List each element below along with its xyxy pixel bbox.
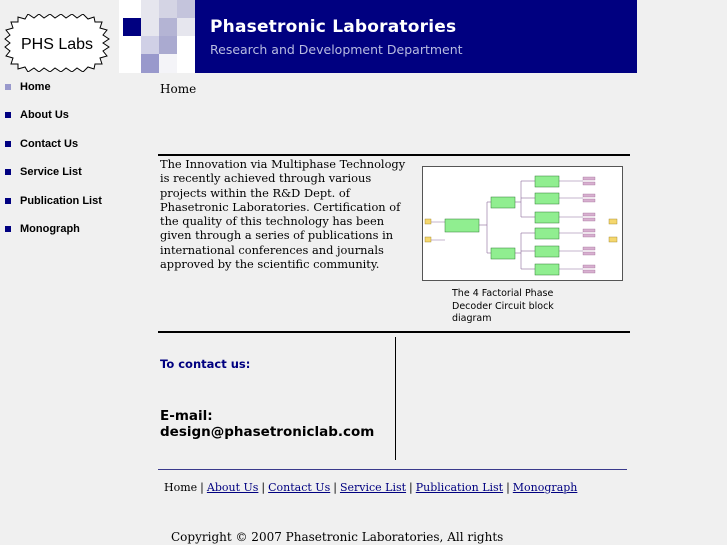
section-divider-middle bbox=[158, 331, 630, 333]
circuit-diagram-image bbox=[423, 167, 622, 280]
nav-item-monograph[interactable] bbox=[0, 222, 118, 250]
bullet-icon bbox=[5, 141, 11, 147]
footer-divider bbox=[158, 469, 627, 470]
nav-label: Contact Us bbox=[20, 137, 79, 150]
email-address[interactable]: design@phasetroniclab.com bbox=[160, 424, 375, 440]
bullet-icon bbox=[5, 112, 11, 118]
figure-caption: The 4 Factorial Phase Decoder Circuit block diagram bbox=[452, 288, 554, 325]
contact-heading: To contact us: bbox=[160, 357, 251, 371]
nav-label: Service List bbox=[20, 166, 82, 179]
email-label: E-mail: bbox=[160, 408, 213, 424]
logo-text: PHS Labs bbox=[20, 36, 94, 53]
nav-label: Publication List bbox=[20, 194, 102, 207]
footer-link-monograph[interactable]: Monograph bbox=[512, 481, 578, 494]
nav-label: About Us bbox=[20, 109, 69, 122]
nav-item-about-us[interactable] bbox=[0, 108, 118, 136]
circuit-block-diagram[interactable] bbox=[422, 166, 623, 281]
nav-item-publication-list[interactable] bbox=[0, 194, 118, 222]
breadcrumb: Home bbox=[160, 82, 197, 96]
nav-label: Home bbox=[20, 81, 51, 93]
site-title: Phasetronic Laboratories bbox=[210, 17, 457, 37]
nav-item-contact-us[interactable] bbox=[0, 137, 118, 165]
section-divider-top bbox=[158, 154, 630, 156]
logo-badge bbox=[4, 14, 110, 72]
footer-link-about-us[interactable]: About Us bbox=[206, 481, 259, 494]
bullet-icon bbox=[5, 169, 11, 175]
footer-link-publication-list[interactable]: Publication List bbox=[415, 481, 504, 494]
logo[interactable] bbox=[4, 14, 110, 72]
footer-nav: Home | About Us | Contact Us | Service List | Publication List | Monograph bbox=[164, 481, 578, 494]
nav-item-service-list[interactable] bbox=[0, 165, 118, 193]
bullet-icon bbox=[5, 198, 11, 204]
nav-item-home[interactable] bbox=[0, 80, 118, 108]
sidebar-nav bbox=[0, 80, 118, 250]
footer-link-home: Home bbox=[164, 481, 198, 494]
bullet-icon bbox=[5, 226, 11, 232]
footer-link-service-list[interactable]: Service List bbox=[339, 481, 407, 494]
site-subtitle: Research and Development Department bbox=[210, 42, 463, 57]
contact-column-divider bbox=[395, 337, 396, 460]
copyright: Copyright © 2007 Phasetronic Laboratories, All rights bbox=[171, 530, 504, 544]
bullet-icon bbox=[5, 84, 11, 90]
footer-link-contact-us[interactable]: Contact Us bbox=[268, 481, 331, 494]
nav-label: Monograph bbox=[20, 222, 80, 235]
intro-text: The Innovation via Multiphase Technology is recently achieved through various projects within the R&D Dept. of Phasetronic Laboratories. Certification of the quality of this technology has been given through a series of publications in international conferences and journals approved by the scientific community. bbox=[160, 157, 406, 272]
